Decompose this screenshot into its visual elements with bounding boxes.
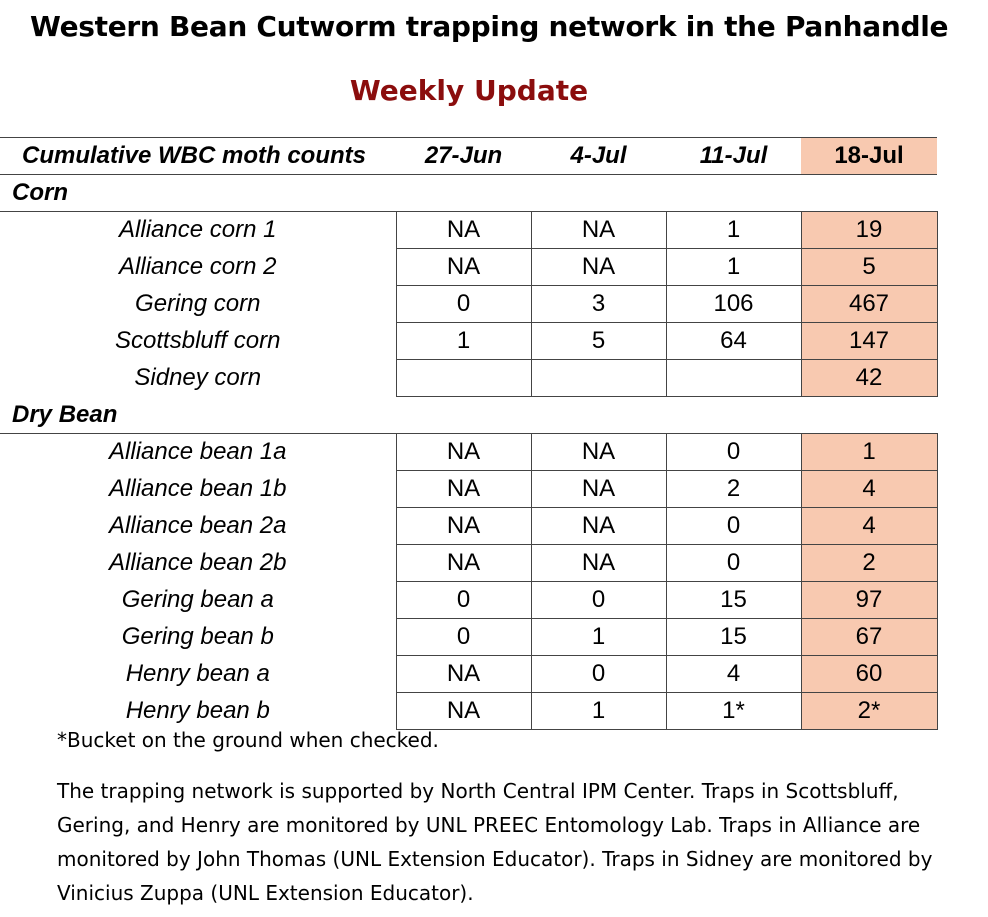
table-cell-highlighted: 67 [801,619,937,656]
row-label: Gering bean b [121,623,274,650]
table-cell-highlighted: 60 [801,656,937,693]
table-cell: 1 [531,693,666,730]
table-cell: 1 [666,249,801,286]
table-cell: NA [531,545,666,582]
column-header: 4-Jul [531,138,666,175]
table-cell: NA [396,471,531,508]
column-header: 11-Jul [666,138,801,175]
credits-paragraph: The trapping network is supported by North Central IPM Center. Traps in Scottsbluff, Gering, and Henry are monitored by UNL PREEC Entomology Lab. Traps in Alliance are monitored by John Thomas (UNL Extension Educator). Traps in Sidney are monitored by Vinicius Zuppa (UNL Extension Educator). [57,779,933,905]
table-cell-highlighted: 2 [801,545,937,582]
table-cell: 0 [666,545,801,582]
table-cell-highlighted: 4 [801,471,937,508]
table-cell: NA [531,508,666,545]
table-row [0,434,937,471]
row-label: Alliance corn 2 [119,253,277,280]
table-row [0,656,937,693]
page-title: Western Bean Cutworm trapping network in the Panhandle [30,10,949,43]
moth-count-table [0,137,938,730]
table-row [0,212,937,249]
table-cell: 0 [666,434,801,471]
table-cell: 15 [666,582,801,619]
row-label: Alliance bean 1b [109,475,287,502]
table-row [0,582,937,619]
table-cell: NA [396,693,531,730]
table-cell: 4 [666,656,801,693]
row-label: Alliance bean 2b [109,549,287,576]
page-subtitle: Weekly Update [349,74,589,107]
table-cell: 15 [666,619,801,656]
table-cell: 0 [396,582,531,619]
table-cell: NA [396,249,531,286]
table-header-row [0,138,937,175]
table-cell-highlighted: 42 [801,360,937,397]
section-row [0,397,937,434]
table-cell: 2 [666,471,801,508]
row-label: Gering corn [135,290,261,317]
table-cell: 1 [666,212,801,249]
table-cell: 1 [396,323,531,360]
table-row [0,249,937,286]
table-cell: 1* [666,693,801,730]
row-label: Henry bean b [125,697,270,724]
table-cell: 1 [531,619,666,656]
table-cell: 106 [666,286,801,323]
table-cell: 3 [531,286,666,323]
table-cell: NA [531,434,666,471]
table-row [0,471,937,508]
table-cell: 5 [531,323,666,360]
column-header: Cumulative WBC moth counts [0,138,396,175]
table-cell: 0 [396,286,531,323]
table-cell-highlighted: 1 [801,434,937,471]
row-label: Sidney corn [134,364,262,391]
table-row [0,286,937,323]
table-cell: 0 [531,582,666,619]
table-cell: 64 [666,323,801,360]
table-cell-highlighted: 467 [801,286,937,323]
table-row [0,508,937,545]
section-label: Dry Bean [0,397,937,434]
row-label: Alliance bean 1a [109,438,287,466]
column-header: 27-Jun [396,138,531,175]
table-cell [396,360,531,397]
table-cell: NA [531,212,666,249]
table-cell-highlighted: 19 [801,212,937,249]
table-cell: NA [396,656,531,693]
table-cell: NA [396,508,531,545]
table-cell-highlighted: 147 [801,323,937,360]
table-cell: 0 [666,508,801,545]
table-cell: 0 [396,619,531,656]
table-cell-highlighted: 4 [801,508,937,545]
row-label: Alliance bean 2a [109,512,287,539]
table-row [0,545,937,582]
table-cell-highlighted: 2* [801,693,937,730]
table-cell: NA [531,471,666,508]
table-row [0,360,937,397]
table-row [0,619,937,656]
table-cell [666,360,801,397]
row-label: Gering bean a [121,586,274,613]
row-label: Scottsbluff corn [115,327,281,354]
table-cell [531,360,666,397]
table-cell: 0 [531,656,666,693]
section-row [0,175,937,212]
table-row [0,323,937,360]
row-label: Alliance corn 1 [119,216,277,244]
table-cell: NA [531,249,666,286]
table-cell: NA [396,212,531,249]
footnote: *Bucket on the ground when checked. [57,728,439,752]
column-header-highlighted: 18-Jul [801,138,937,175]
table-cell: NA [396,434,531,471]
table-cell: NA [396,545,531,582]
table-cell-highlighted: 97 [801,582,937,619]
table-row [0,693,937,730]
row-label: Henry bean a [125,660,270,687]
table-cell-highlighted: 5 [801,249,937,286]
section-label: Corn [0,175,937,212]
